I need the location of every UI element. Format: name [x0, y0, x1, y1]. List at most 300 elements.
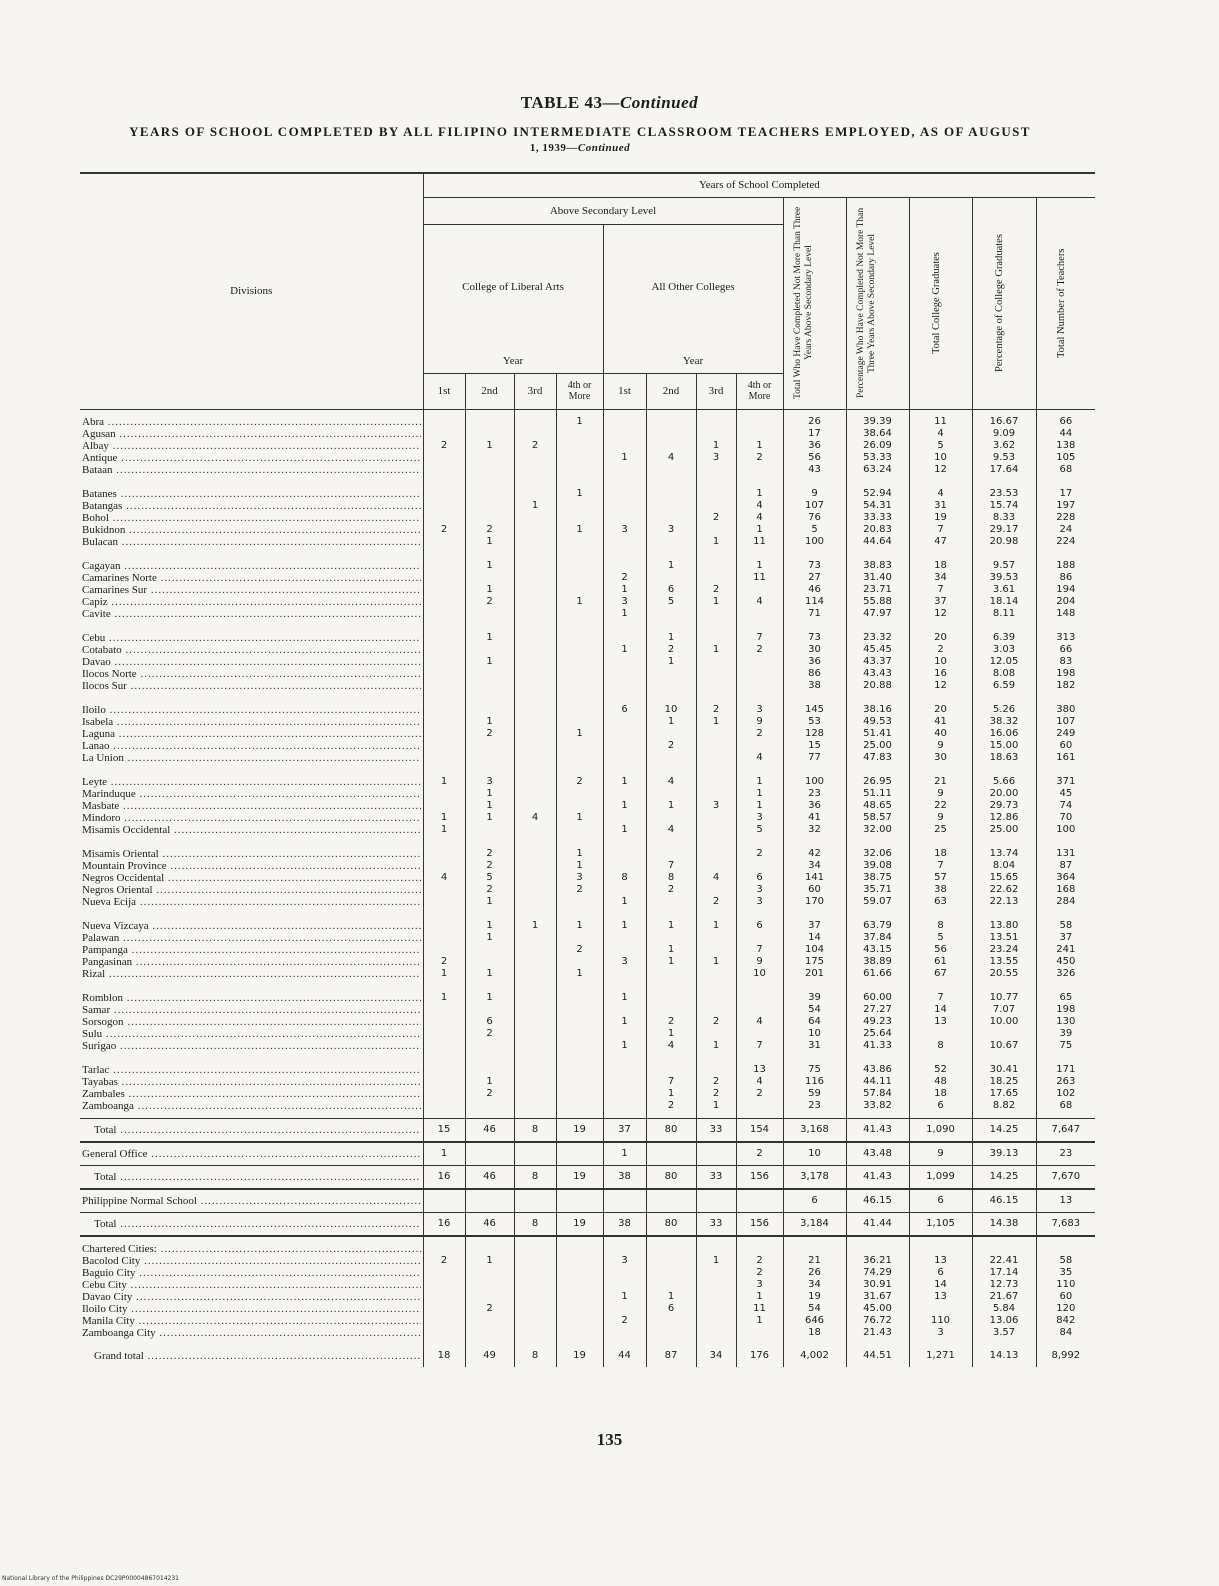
- cla-header: College of Liberal Arts: [423, 224, 603, 349]
- cell-value: [699, 1243, 734, 1255]
- cell-value: 145: [804, 703, 825, 715]
- cell-value: 1: [621, 1290, 628, 1302]
- value-column-1: [423, 914, 465, 986]
- cell-value: 1: [576, 415, 583, 427]
- cell-value: [426, 944, 463, 956]
- cell-value: [912, 1303, 970, 1315]
- cell-value: [468, 1004, 512, 1016]
- cell-value: 110: [930, 1314, 951, 1326]
- division-names: [80, 914, 423, 986]
- cell-value: [517, 572, 554, 584]
- cell-value: [559, 560, 601, 572]
- cell-value: 41.33: [863, 1039, 892, 1051]
- cell-value: 1: [423, 1142, 465, 1166]
- division-name: Cebu City .....: [82, 1279, 421, 1291]
- value-column-5: [603, 986, 646, 1058]
- division-name: Surigao .....: [82, 1040, 421, 1052]
- cell-value: [646, 1142, 696, 1166]
- cell-value: [606, 1028, 644, 1040]
- table-row: [80, 986, 1095, 1058]
- cell-value: 1: [576, 967, 583, 979]
- cell-value: [606, 500, 644, 512]
- division-name: Marinduque .....: [82, 788, 421, 800]
- cell-value: [426, 1016, 463, 1028]
- division-name: Camarines Norte .....: [82, 572, 421, 584]
- cell-value: 22.62: [989, 883, 1019, 895]
- cell-value: 6: [667, 1302, 675, 1314]
- cell-value: 27.27: [863, 1003, 892, 1015]
- value-column-3: [514, 842, 556, 914]
- cell-value: 20.98: [989, 535, 1019, 547]
- cell-value: [517, 512, 554, 524]
- cell-value: 131: [1056, 847, 1076, 859]
- cell-value: [699, 824, 734, 836]
- cell-value: 4: [667, 1039, 675, 1051]
- division-names: [80, 482, 423, 554]
- value-column-3: [514, 1058, 556, 1119]
- cell-value: 18.14: [989, 595, 1019, 607]
- cell-value: [468, 452, 512, 464]
- cell-value: [606, 668, 644, 680]
- cell-value: 7: [937, 859, 944, 871]
- cell-value: 53: [808, 715, 821, 727]
- cell-value: 8: [514, 1118, 556, 1142]
- value-column-7: [696, 554, 736, 626]
- cell-value: [517, 656, 554, 668]
- division-name: Bulacan .....: [82, 536, 421, 548]
- value-column-5: [603, 1236, 646, 1345]
- division-name: Manila City .....: [82, 1315, 421, 1327]
- division-name: Zamboanga .....: [82, 1100, 421, 1112]
- cell-value: 4: [937, 427, 944, 439]
- cell-value: [426, 1064, 463, 1076]
- division-name: Pampanga .....: [82, 944, 421, 956]
- cell-value: [559, 932, 601, 944]
- cell-value: [606, 440, 644, 452]
- value-column-6: [646, 554, 696, 626]
- value-column-5: [603, 482, 646, 554]
- division-name: Sorsogon .....: [82, 1016, 421, 1028]
- cell-value: [559, 1255, 601, 1267]
- cell-value: [468, 1327, 512, 1339]
- cell-value: 19: [934, 511, 947, 523]
- cell-value: [699, 752, 734, 764]
- cell-value: 8.08: [992, 667, 1016, 679]
- cell-value: 39.53: [989, 571, 1019, 583]
- cell-value: [426, 704, 463, 716]
- cell-value: 2: [756, 643, 763, 655]
- cell-value: 1: [576, 811, 583, 823]
- cell-value: 20.55: [989, 967, 1019, 979]
- row-label: [80, 1118, 423, 1142]
- value-column-13: [1036, 554, 1095, 626]
- cell-value: [606, 632, 644, 644]
- cell-value: 13: [753, 1063, 766, 1075]
- cell-value: 46.15: [972, 1189, 1036, 1213]
- cell-value: 2: [621, 1314, 628, 1326]
- cell-value: 63.24: [863, 463, 892, 475]
- table-row: [80, 1236, 1095, 1345]
- cell-value: [426, 728, 463, 740]
- cell-value: 14: [808, 931, 821, 943]
- value-column-12: [972, 1236, 1036, 1345]
- cell-value: [606, 1088, 644, 1100]
- cell-value: [699, 632, 734, 644]
- cell-value: [696, 1142, 736, 1166]
- cell-value: 1: [621, 799, 628, 811]
- cell-value: [739, 932, 781, 944]
- cell-value: 156: [736, 1212, 783, 1236]
- value-column-7: [696, 1058, 736, 1119]
- value-column-6: [646, 626, 696, 698]
- cell-value: 33.33: [863, 511, 892, 523]
- cell-value: [517, 680, 554, 692]
- division-name: Negros Oriental .....: [82, 884, 421, 896]
- cell-value: 86: [1059, 571, 1073, 583]
- cell-value: [559, 656, 601, 668]
- cell-value: 6: [621, 703, 628, 715]
- cell-value: 105: [1056, 451, 1076, 463]
- value-column-7: [696, 482, 736, 554]
- division-name: Mountain Province .....: [82, 860, 421, 872]
- cell-value: 26.95: [863, 775, 892, 787]
- cell-value: [649, 812, 694, 824]
- cell-value: 7.07: [992, 1003, 1016, 1015]
- cell-value: 29.73: [989, 799, 1019, 811]
- cell-value: 15: [808, 739, 821, 751]
- cell-value: [468, 824, 512, 836]
- cell-value: 3: [756, 883, 763, 895]
- cell-value: 63: [934, 895, 947, 907]
- cell-value: 46: [465, 1165, 514, 1189]
- cell-value: 1: [621, 919, 628, 931]
- cell-value: 2: [756, 727, 763, 739]
- cell-value: 1: [576, 859, 583, 871]
- cell-value: [556, 1189, 603, 1213]
- aoc-y3: 3rd: [696, 373, 736, 409]
- cell-value: 6: [756, 871, 763, 883]
- cell-value: [559, 824, 601, 836]
- cell-value: 38.75: [863, 871, 892, 883]
- cell-value: [606, 752, 644, 764]
- cell-value: [699, 776, 734, 788]
- value-column-9: [783, 409, 846, 482]
- cell-value: 20: [934, 703, 947, 715]
- cla-year-header: Year: [423, 349, 603, 373]
- cell-value: [517, 752, 554, 764]
- table-row: [80, 698, 1095, 770]
- value-column-6: [646, 409, 696, 482]
- cell-value: 9: [937, 811, 944, 823]
- row-label: [80, 1142, 423, 1166]
- cell-value: 3: [756, 703, 763, 715]
- cell-value: [559, 584, 601, 596]
- cell-value: 2: [736, 1142, 783, 1166]
- value-column-1: [423, 409, 465, 482]
- cell-value: [517, 596, 554, 608]
- grads-header: Total College Graduates: [909, 197, 972, 409]
- value-column-13: [1036, 842, 1095, 914]
- cell-value: [517, 1088, 554, 1100]
- cell-value: [517, 716, 554, 728]
- cell-value: 10: [934, 451, 947, 463]
- cell-value: [699, 668, 734, 680]
- cell-value: [465, 1189, 514, 1213]
- cell-value: 33: [696, 1165, 736, 1189]
- cell-value: 10: [934, 655, 947, 667]
- cell-value: 86: [808, 667, 821, 679]
- cell-value: 156: [736, 1165, 783, 1189]
- cell-value: 842: [1056, 1314, 1076, 1326]
- cell-value: [426, 416, 463, 428]
- cell-value: 46: [808, 583, 821, 595]
- value-column-9: [783, 1058, 846, 1119]
- value-column-8: [736, 986, 783, 1058]
- cell-value: [559, 788, 601, 800]
- cell-value: 42: [808, 847, 821, 859]
- cell-value: 36: [808, 799, 821, 811]
- cell-value: 1: [667, 715, 675, 727]
- cell-value: [517, 1279, 554, 1291]
- cell-value: 11: [934, 415, 947, 427]
- value-column-7: [696, 986, 736, 1058]
- cell-value: 3,168: [783, 1118, 846, 1142]
- division-name: Tarlac .....: [82, 1064, 421, 1076]
- cell-value: 9: [811, 487, 818, 499]
- cell-value: [649, 500, 694, 512]
- cell-value: [468, 572, 512, 584]
- cell-value: 7,683: [1036, 1212, 1095, 1236]
- cell-value: 198: [1056, 667, 1076, 679]
- division-name: Bacolod City .....: [82, 1255, 421, 1267]
- cell-value: 75: [1059, 1039, 1073, 1051]
- division-name: Zambales .....: [82, 1088, 421, 1100]
- table-subtitle: YEARS OF SCHOOL COMPLETED BY ALL FILIPINO INTERMEDIATE CLASSROOM TEACHERS EMPLOYED, AS OF AUGUST 1, 1939—Continued: [129, 124, 1031, 154]
- cell-value: 25.00: [989, 823, 1019, 835]
- cell-value: 1: [486, 931, 493, 943]
- cell-value: 1: [486, 799, 493, 811]
- cell-value: 1: [486, 811, 493, 823]
- value-column-8: [736, 409, 783, 482]
- cell-value: 104: [804, 943, 825, 955]
- cell-value: [559, 1064, 601, 1076]
- cell-value: [739, 680, 781, 692]
- cell-value: [606, 1076, 644, 1088]
- value-column-5: [603, 409, 646, 482]
- cell-value: 8.33: [992, 511, 1016, 523]
- cell-value: [426, 1040, 463, 1052]
- row-label: [80, 1212, 423, 1236]
- cell-value: 41: [934, 715, 947, 727]
- cell-value: 46: [465, 1212, 514, 1236]
- cell-value: [649, 680, 694, 692]
- cell-value: 36: [808, 655, 821, 667]
- cell-value: [699, 968, 734, 980]
- cell-value: [426, 1291, 463, 1303]
- cell-value: 2: [440, 1254, 448, 1266]
- cell-value: 1: [440, 991, 448, 1003]
- cell-value: 33: [696, 1212, 736, 1236]
- cell-value: 31: [934, 499, 947, 511]
- cell-value: [426, 1100, 463, 1112]
- cell-value: 8: [937, 1039, 944, 1051]
- value-column-2: [465, 1236, 514, 1345]
- cell-value: 1: [621, 775, 628, 787]
- cell-value: 1: [440, 967, 448, 979]
- cell-value: [559, 500, 601, 512]
- division-name: La Union .....: [82, 752, 421, 764]
- cell-value: 8.11: [992, 607, 1016, 619]
- cell-value: 21: [808, 1254, 821, 1266]
- value-column-7: [696, 914, 736, 986]
- value-column-13: [1036, 986, 1095, 1058]
- cell-value: [606, 1100, 644, 1112]
- cell-value: 23.71: [863, 583, 892, 595]
- value-column-13: [1036, 914, 1095, 986]
- cell-value: 36.21: [863, 1254, 892, 1266]
- value-column-6: [646, 986, 696, 1058]
- cell-value: 171: [1056, 1063, 1076, 1075]
- cell-value: 16.67: [989, 415, 1019, 427]
- cell-value: 148: [1056, 607, 1076, 619]
- cell-value: 20.00: [989, 787, 1019, 799]
- cell-value: 54: [808, 1003, 821, 1015]
- cell-value: 3: [667, 523, 675, 535]
- cell-value: [468, 1279, 512, 1291]
- cell-value: 3: [756, 811, 763, 823]
- division-name: Davao .....: [82, 656, 421, 668]
- value-column-1: [423, 986, 465, 1058]
- division-name: Bataan .....: [82, 464, 421, 476]
- cell-value: [468, 740, 512, 752]
- cell-value: 2: [486, 727, 493, 739]
- cell-value: 364: [1056, 871, 1076, 883]
- cell-value: [699, 500, 734, 512]
- cell-value: [649, 896, 694, 908]
- cell-value: [699, 1004, 734, 1016]
- cell-value: 14.38: [972, 1212, 1036, 1236]
- aoc-y2: 2nd: [646, 373, 696, 409]
- cell-value: 77: [808, 751, 821, 763]
- cell-value: 8: [514, 1165, 556, 1189]
- cell-value: 60: [808, 883, 821, 895]
- cell-value: [559, 440, 601, 452]
- cell-value: [649, 1267, 694, 1279]
- division-names: [80, 1236, 423, 1345]
- value-column-8: [736, 842, 783, 914]
- cell-value: 11: [753, 535, 766, 547]
- cell-value: 1: [621, 607, 628, 619]
- cell-value: 21.67: [989, 1290, 1019, 1302]
- cell-value: 87: [646, 1345, 696, 1367]
- cell-value: 2: [756, 1087, 763, 1099]
- cell-value: [426, 632, 463, 644]
- cell-value: [514, 1142, 556, 1166]
- cell-value: [517, 1004, 554, 1016]
- cell-value: [517, 1016, 554, 1028]
- value-column-3: [514, 698, 556, 770]
- value-column-2: [465, 914, 514, 986]
- cell-value: [426, 512, 463, 524]
- cell-value: 170: [804, 895, 825, 907]
- cell-value: 10: [664, 703, 678, 715]
- value-column-4: [556, 986, 603, 1058]
- cell-value: 73: [808, 631, 821, 643]
- cell-value: 1: [603, 1142, 646, 1166]
- cell-value: [739, 740, 781, 752]
- value-column-3: [514, 554, 556, 626]
- cell-value: [699, 488, 734, 500]
- value-column-7: [696, 842, 736, 914]
- cell-value: 37: [1059, 931, 1073, 943]
- cell-value: 32: [808, 823, 821, 835]
- cell-value: 30: [934, 751, 947, 763]
- cell-value: 20.83: [863, 523, 892, 535]
- value-column-10: [846, 770, 909, 842]
- cell-value: 5: [811, 523, 818, 535]
- value-column-2: [465, 554, 514, 626]
- cell-value: 46: [465, 1118, 514, 1142]
- cell-value: 4: [756, 751, 763, 763]
- value-column-8: [736, 626, 783, 698]
- division-name: Isabela .....: [82, 716, 421, 728]
- row-label-text: Total .....: [94, 1171, 421, 1183]
- cell-value: 10: [808, 1027, 821, 1039]
- cell-value: [699, 1028, 734, 1040]
- cell-value: [699, 1279, 734, 1291]
- cell-value: 5: [486, 871, 493, 883]
- table-title: TABLE 43—Continued: [520, 93, 699, 112]
- cell-value: [559, 716, 601, 728]
- table-row: [80, 482, 1095, 554]
- division-name: Iloilo .....: [82, 704, 421, 716]
- cell-value: 54.31: [863, 499, 892, 511]
- cell-value: 47.97: [863, 607, 892, 619]
- cell-value: 16: [423, 1165, 465, 1189]
- cell-value: 1: [667, 1027, 675, 1039]
- cell-value: 1: [667, 631, 675, 643]
- cell-value: 17.14: [989, 1266, 1019, 1278]
- value-column-10: [846, 698, 909, 770]
- cell-value: 6: [937, 1099, 944, 1111]
- value-column-3: [514, 482, 556, 554]
- cell-value: [559, 536, 601, 548]
- cla-y1: 1st: [423, 373, 465, 409]
- value-column-8: [736, 770, 783, 842]
- cell-value: 12: [934, 607, 947, 619]
- value-column-3: [514, 914, 556, 986]
- cell-value: 1: [667, 919, 675, 931]
- cell-value: [517, 416, 554, 428]
- value-column-7: [696, 770, 736, 842]
- cell-value: 66: [1059, 643, 1073, 655]
- cell-value: [426, 1267, 463, 1279]
- value-column-3: [514, 1236, 556, 1345]
- cell-value: 9: [937, 739, 944, 751]
- cell-value: [556, 1142, 603, 1166]
- cell-value: 52.94: [863, 487, 892, 499]
- division-name: Laguna .....: [82, 728, 421, 740]
- table-row: [80, 914, 1095, 986]
- cell-value: [649, 788, 694, 800]
- cell-value: 4: [756, 1075, 763, 1087]
- cell-value: 1: [486, 895, 493, 907]
- cell-value: 35: [1059, 1266, 1073, 1278]
- cell-value: 4: [531, 811, 539, 823]
- cell-value: 44: [603, 1345, 646, 1367]
- cell-value: 18: [934, 1087, 947, 1099]
- value-column-3: [514, 770, 556, 842]
